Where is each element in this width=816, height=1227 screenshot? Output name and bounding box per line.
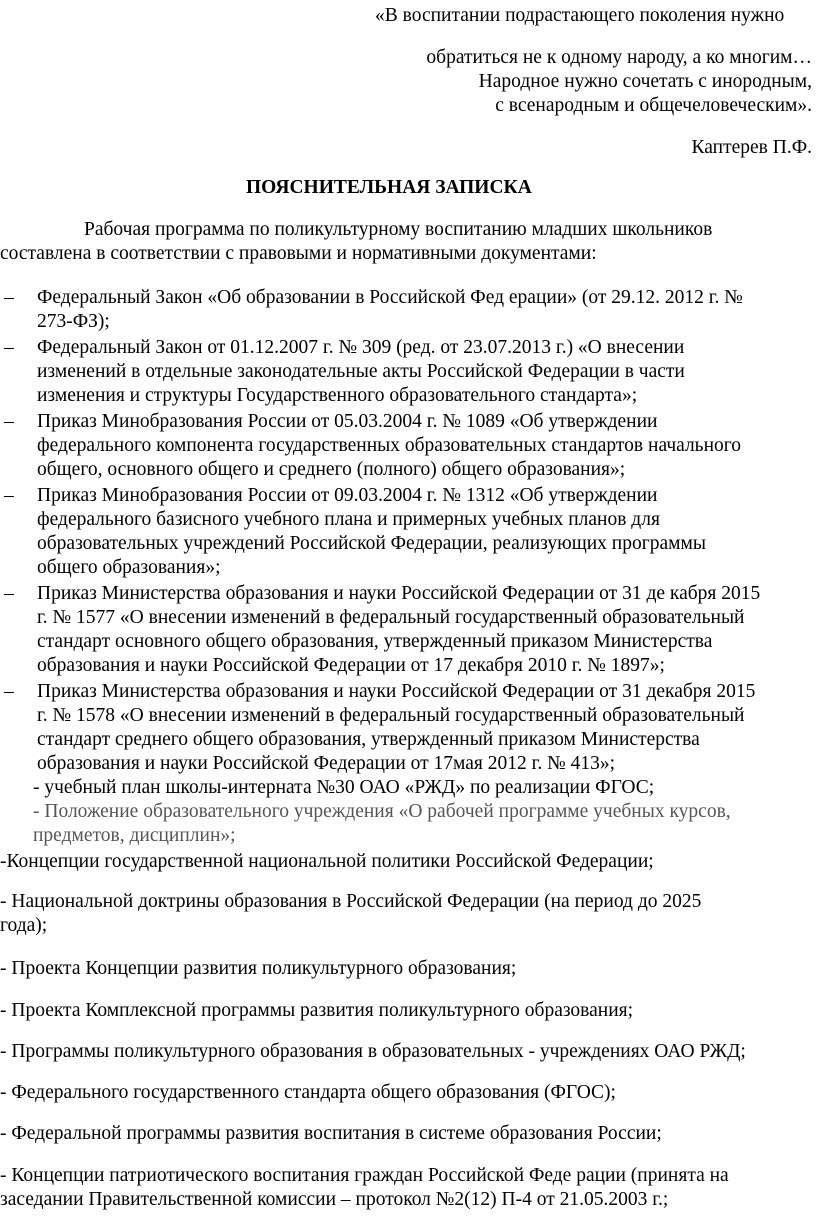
list-item-line: общего, основного общего и среднего (полного) общего образования»; (37, 459, 626, 480)
list-item-line: заседании Правительственной комиссии – протокол №2(12) П-4 от 21.05.2003 г.; (0, 1189, 669, 1210)
list-item-line: Федеральный Закон от 01.12.2007 г. № 309 (ред. от 23.07.2013 г.) «О внесении (37, 337, 685, 358)
list-item: - Федерального государственного стандарта общего образования (ФГОС); (0, 1082, 616, 1103)
regulation-line-2: предметов, дисциплин»; (33, 825, 236, 846)
list-item: - Программы поликультурного образования в образовательных - учреждениях ОАО РЖД; (0, 1041, 746, 1062)
list-item-line: Федеральный Закон «Об образовании в Российской Фед ерации» (от 29.12. 2012 г. № (37, 287, 743, 308)
list-item: - Федеральной программы развития воспитания в системе образования России; (0, 1123, 662, 1144)
list-item-line: 273-ФЗ); (37, 311, 110, 332)
epigraph-line-1: «В воспитании подрастающего поколения нужно (375, 5, 785, 26)
list-item-line: образования и науки Российской Федерации от 17мая 2012 г. № 413»; (37, 753, 616, 774)
intro-line-2: составлена в соответствии с правовыми и нормативными документами: (0, 243, 597, 264)
list-item: - Проекта Комплексной программы развития поликультурного образования; (0, 1000, 634, 1021)
list-item-line: общего образования»; (37, 557, 221, 578)
list-item-line: изменений в отдельные законодательные акты Российской Федерации в части (37, 361, 685, 382)
list-item-line: г. № 1578 «О внесении изменений в федеральный государственный образовательный (37, 705, 745, 726)
list-dash: – (4, 337, 14, 358)
list-dash: – (4, 411, 14, 432)
list-dash: – (4, 485, 14, 506)
list-dash: – (4, 583, 14, 604)
list-item: - Проекта Концепции развития поликультурного образования; (0, 958, 517, 979)
list-item-line: образовательных учреждений Российской Федерации, реализующих программы (37, 533, 706, 554)
list-item-line: - Национальной доктрины образования в Российской Федерации (на период до 2025 (0, 891, 702, 912)
list-item-line: стандарт среднего общего образования, утвержденный приказом Министерства (37, 729, 700, 750)
list-item-line: стандарт основного общего образования, утвержденный приказом Министерства (37, 631, 713, 652)
list-item-line: года); (0, 915, 48, 936)
epigraph-line-2: обратиться не к одному народу, а ко многим… (426, 47, 812, 68)
list-item-line: образования и науки Российской Федерации от 17 декабря 2010 г. № 1897»; (37, 655, 665, 676)
list-dash: – (4, 681, 14, 702)
list-dash: – (4, 287, 14, 308)
list-item-line: Приказ Министерства образования и науки Российской Федерации от 31 де кабря 2015 (37, 583, 761, 604)
list-item-line: федерального базисного учебного плана и примерных учебных планов для (37, 509, 660, 530)
epigraph-author: Каптерев П.Ф. (691, 137, 812, 158)
intro-line-1: Рабочая программа по поликультурному воспитанию младших школьников (84, 219, 713, 240)
list-item-line: изменения и структуры Государственного образовательного стандарта»; (37, 385, 638, 406)
list-item: -Концепции государственной национальной политики Российской Федерации; (0, 851, 654, 872)
page-title: ПОЯСНИТЕЛЬНАЯ ЗАПИСКА (246, 177, 532, 198)
school-plan-line: - учебный план школы-интерната №30 ОАО «РЖД» по реализации ФГОС; (33, 777, 655, 798)
epigraph-line-4: с всенародным и общечеловеческим». (495, 95, 812, 116)
list-item-line: Приказ Минобразования России от 05.03.2004 г. № 1089 «Об утверждении (37, 411, 658, 432)
epigraph-line-3: Народное нужно сочетать с инородным, (478, 71, 812, 92)
list-item-line: федерального компонента государственных образовательных стандартов начального (37, 435, 742, 456)
list-item-line: Приказ Минобразования России от 09.03.2004 г. № 1312 «Об утверждении (37, 485, 658, 506)
regulation-line-1: - Положение образовательного учреждения «О рабочей программе учебных курсов, (33, 801, 731, 822)
list-item-line: - Концепции патриотического воспитания граждан Российской Феде рации (принята на (0, 1165, 729, 1186)
list-item-line: г. № 1577 «О внесении изменений в федеральный государственный образовательный (37, 607, 745, 628)
list-item-line: Приказ Министерства образования и науки Российской Федерации от 31 декабря 2015 (37, 681, 756, 702)
